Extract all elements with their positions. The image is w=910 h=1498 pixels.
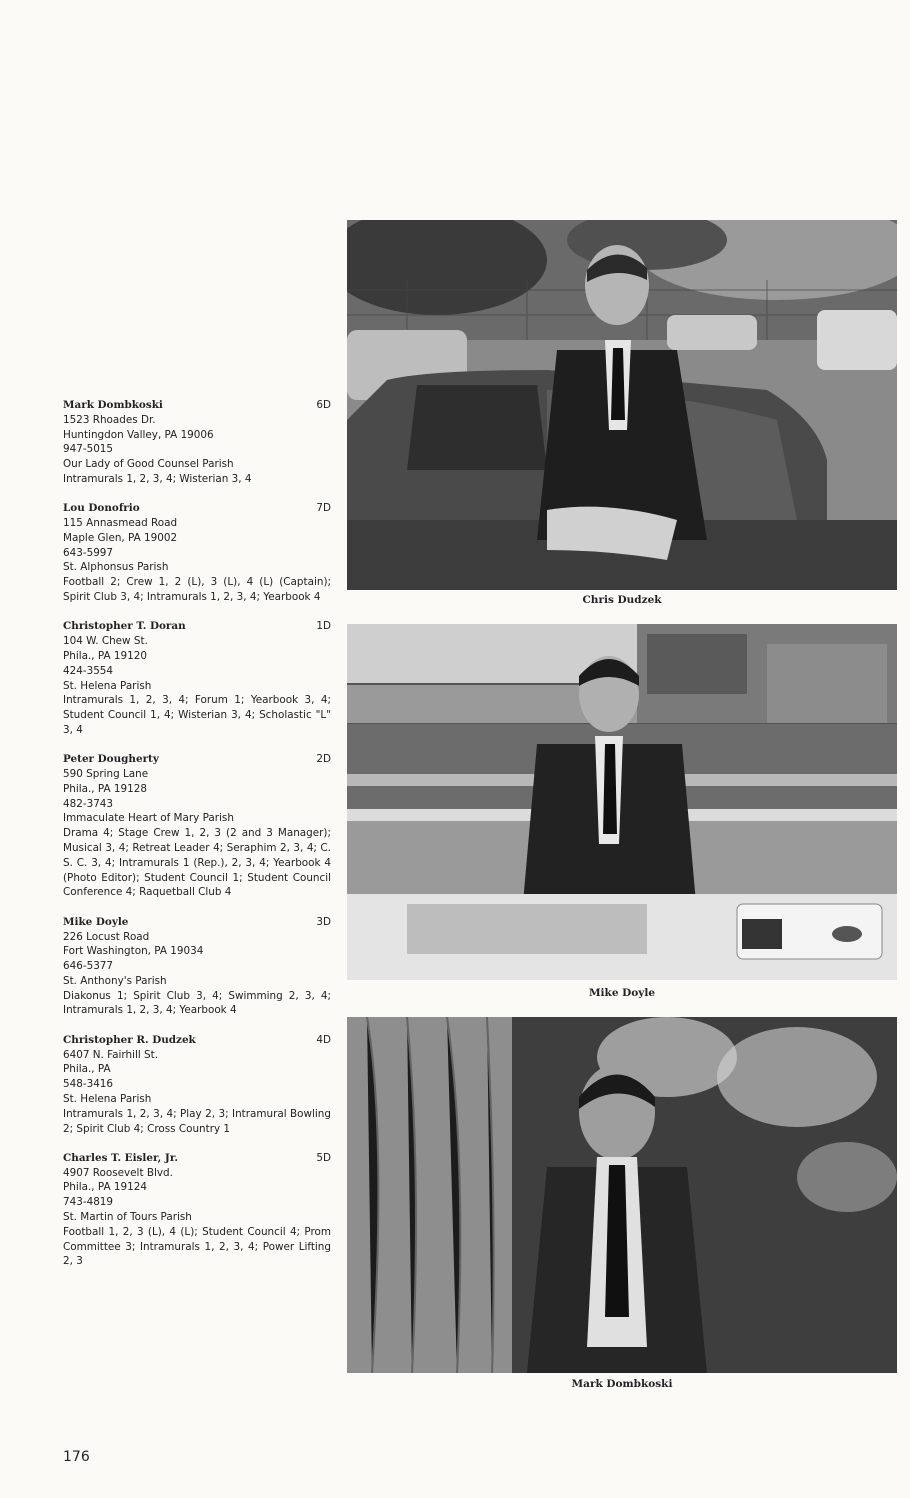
parish-line: St. Anthony's Parish bbox=[63, 974, 167, 987]
parish-line: St. Helena Parish bbox=[63, 679, 152, 692]
homeroom: 7D bbox=[316, 502, 331, 515]
address-line: 104 W. Chew St. bbox=[63, 635, 148, 648]
activities: Intramurals 1, 2, 3, 4; Wisterian 3, 4 bbox=[63, 472, 252, 485]
student-name: Charles T. Eisler, Jr. bbox=[63, 1151, 178, 1164]
city-line: Phila., PA 19128 bbox=[63, 782, 147, 795]
photo-caption: Chris Dudzek bbox=[582, 594, 662, 606]
student-entry bbox=[63, 1151, 331, 1269]
address-line: 590 Spring Lane bbox=[63, 768, 149, 781]
student-entry bbox=[63, 752, 331, 900]
activities: Intramurals 1, 2, 3, 4; Play 2, 3; Intramural Bowling 2; Spirit Club 4; Cross Country 1 bbox=[63, 1107, 331, 1135]
activities: Intramurals 1, 2, 3, 4; Forum 1; Yearbook 3, 4; Student Council 1, 4; Wisterian 3, 4; Scholastic "L" 3, 4 bbox=[63, 694, 331, 736]
activities: Football 2; Crew 1, 2 (L), 3 (L), 4 (L) (Captain); Spirit Club 3, 4; Intramurals 1, 2, 3, 4; Yearbook 4 bbox=[63, 576, 331, 604]
city-line: Phila., PA bbox=[63, 1063, 111, 1076]
address-line: 226 Locust Road bbox=[63, 930, 150, 943]
homeroom: 1D bbox=[316, 620, 331, 633]
activities: Diakonus 1; Spirit Club 3, 4; Swimming 2, 3, 4; Intramurals 1, 2, 3, 4; Yearbook 4 bbox=[63, 989, 331, 1017]
city-line: Huntingdon Valley, PA 19006 bbox=[63, 428, 214, 441]
photo-car bbox=[347, 220, 897, 590]
student-entry bbox=[63, 501, 331, 605]
student-name: Christopher T. Doran bbox=[63, 620, 186, 633]
phone-line: 424-3554 bbox=[63, 664, 114, 677]
student-name: Peter Dougherty bbox=[63, 753, 159, 766]
activities: Football 1, 2, 3 (L), 4 (L); Student Council 4; Prom Committee 3; Intramurals 1, 2, 3, 4; Power Lifting 2, 3 bbox=[63, 1225, 331, 1268]
homeroom: 2D bbox=[316, 753, 331, 766]
parish-line: Our Lady of Good Counsel Parish bbox=[63, 458, 234, 471]
phone-line: 646-5377 bbox=[63, 960, 114, 973]
homeroom: 3D bbox=[316, 915, 331, 928]
parish-line: Immaculate Heart of Mary Parish bbox=[63, 812, 234, 825]
photo-cafeteria-image bbox=[347, 624, 897, 980]
student-name: Mark Dombkoski bbox=[63, 399, 163, 411]
homeroom: 4D bbox=[316, 1033, 331, 1046]
student-entry bbox=[63, 619, 331, 737]
photo-caption: Mark Dombkoski bbox=[571, 1378, 673, 1390]
photo-caption: Mike Doyle bbox=[588, 987, 656, 999]
address-line: 115 Annasmead Road bbox=[63, 517, 178, 530]
student-entry bbox=[63, 398, 331, 487]
homeroom: 6D bbox=[316, 399, 331, 411]
photo-tree bbox=[347, 1017, 897, 1373]
city-line: Phila., PA 19124 bbox=[63, 1181, 147, 1194]
student-entry bbox=[63, 1033, 331, 1137]
student-entry bbox=[63, 915, 331, 1019]
phone-line: 482-3743 bbox=[63, 797, 114, 810]
phone-line: 643-5997 bbox=[63, 546, 114, 559]
phone-line: 947-5015 bbox=[63, 443, 114, 456]
activities: Drama 4; Stage Crew 1, 2, 3 (2 and 3 Manager); Musical 3, 4; Retreat Leader 4; Seraphim 2, 3, 4; C. S. C. 3, 4; Intramurals 1 (Rep.), 2, 3, 4; Yearbook 4 (Photo Editor); Student Council 1; Student Council Conference 4; Raquetball Club 4 bbox=[63, 827, 331, 899]
student-name: Lou Donofrio bbox=[63, 502, 140, 515]
address-line: 6407 N. Fairhill St. bbox=[63, 1048, 159, 1061]
phone-line: 548-3416 bbox=[63, 1078, 114, 1091]
student-name: Christopher R. Dudzek bbox=[63, 1033, 196, 1046]
photo-cafeteria bbox=[347, 624, 897, 980]
page-number: 176 bbox=[63, 1449, 90, 1465]
address-line: 1523 Rhoades Dr. bbox=[63, 413, 156, 426]
city-line: Maple Glen, PA 19002 bbox=[63, 531, 178, 544]
student-name: Mike Doyle bbox=[63, 915, 129, 928]
address-line: 4907 Roosevelt Blvd. bbox=[63, 1166, 173, 1179]
city-line: Fort Washington, PA 19034 bbox=[63, 945, 204, 958]
student-entries bbox=[63, 398, 331, 1284]
homeroom: 5D bbox=[316, 1151, 331, 1164]
parish-line: St. Martin of Tours Parish bbox=[63, 1211, 192, 1224]
phone-line: 743-4819 bbox=[63, 1196, 114, 1209]
city-line: Phila., PA 19120 bbox=[63, 649, 147, 662]
parish-line: St. Alphonsus Parish bbox=[63, 561, 169, 574]
photo-car-image bbox=[347, 220, 897, 590]
photo-tree-image bbox=[347, 1017, 897, 1373]
parish-line: St. Helena Parish bbox=[63, 1092, 152, 1105]
